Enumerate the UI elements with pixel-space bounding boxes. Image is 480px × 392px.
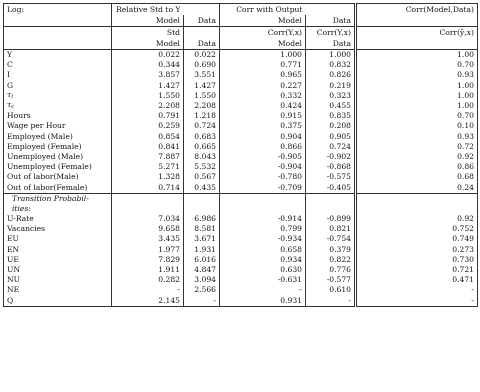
corr-model-cell: 0.799: [220, 224, 306, 234]
table-row: [4, 214, 478, 224]
table-row: [4, 91, 478, 101]
table-row: [4, 285, 478, 295]
std-data-cell: 0.690: [184, 60, 220, 70]
section-heading-row: [4, 193, 478, 204]
col-header-corr-yhat-x: Corr(ŷ,x): [356, 27, 478, 39]
std-data-cell: 0.435: [184, 182, 220, 193]
col-header-corr-yx: Corr(Y,x): [306, 27, 356, 39]
table-row: [4, 224, 478, 234]
std-data-cell: 0.683: [184, 132, 220, 142]
corr-model-data-cell: 0.10: [356, 121, 478, 131]
corr-data-cell: -0.577: [306, 275, 356, 285]
row-label-text: C: [7, 60, 13, 70]
row-label: [4, 91, 112, 101]
corr-model-data-cell: 0.273: [356, 245, 478, 255]
corr-model-data-cell: 0.92: [356, 214, 478, 224]
section-heading-row: [4, 204, 478, 214]
table-row: [4, 60, 478, 70]
col-header-corr-yx: Corr(Y,x): [220, 27, 306, 39]
row-label: [4, 81, 112, 91]
row-label: [4, 214, 112, 224]
corr-data-cell: 0.776: [306, 265, 356, 275]
table-row: [4, 50, 478, 61]
corr-model-data-cell: 1.00: [356, 91, 478, 101]
col-header-data: Data: [184, 15, 220, 27]
corr-model-data-cell: 0.70: [356, 60, 478, 70]
row-label-text: Wage per Hour: [7, 121, 66, 131]
table-row: [4, 81, 478, 91]
std-model-cell: 0.259: [112, 121, 184, 131]
std-data-cell: -: [184, 296, 220, 307]
std-data-cell: 1.931: [184, 245, 220, 255]
section-heading: ities:: [12, 203, 31, 213]
corr-data-cell: 0.379: [306, 245, 356, 255]
row-label-text: Unemployed (Male): [7, 151, 84, 161]
row-label: [4, 172, 112, 182]
std-model-cell: 9.658: [112, 224, 184, 234]
table-row: [4, 275, 478, 285]
std-data-cell: 3.671: [184, 234, 220, 244]
corr-model-data-cell: 0.749: [356, 234, 478, 244]
corr-data-cell: -0.575: [306, 172, 356, 182]
corr-data-cell: 0.905: [306, 132, 356, 142]
corr-model-data-cell: 0.72: [356, 142, 478, 152]
row-label-text: UE: [7, 254, 19, 264]
std-model-cell: 0.714: [112, 182, 184, 193]
row-label-text: NU: [7, 275, 21, 285]
corr-model-data-cell: 0.86: [356, 162, 478, 172]
row-label-text: τ: [7, 100, 12, 110]
row-label-text: NE: [7, 285, 20, 295]
std-model-cell: 7.887: [112, 152, 184, 162]
corr-model-cell: -: [220, 285, 306, 295]
row-label-text: Out of labor(Female): [7, 182, 88, 192]
section-heading: Transition Probabil-: [4, 193, 112, 204]
corr-data-cell: 0.826: [306, 70, 356, 80]
std-model-cell: 2.145: [112, 296, 184, 307]
row-label-text: G: [7, 80, 14, 90]
corr-model-cell: -0.709: [220, 182, 306, 193]
std-data-cell: 2.566: [184, 285, 220, 295]
corr-model-data-cell: 0.92: [356, 152, 478, 162]
corr-data-cell: -0.899: [306, 214, 356, 224]
std-data-cell: 6.986: [184, 214, 220, 224]
std-model-cell: 2.208: [112, 101, 184, 111]
corr-model-data-cell: 0.752: [356, 224, 478, 234]
corr-data-cell: -0.405: [306, 182, 356, 193]
row-label: [4, 234, 112, 244]
corr-data-cell: 0.724: [306, 142, 356, 152]
row-label-text: U-Rate: [7, 214, 34, 224]
corr-model-data-cell: 1.00: [356, 101, 478, 111]
corr-model-cell: 0.965: [220, 70, 306, 80]
row-label: [4, 162, 112, 172]
table-row: [4, 142, 478, 152]
row-label-text: EU: [7, 234, 19, 244]
corr-model-cell: 0.424: [220, 101, 306, 111]
std-data-cell: 8.581: [184, 224, 220, 234]
row-label-text: Employed (Male): [7, 131, 73, 141]
std-model-cell: 0.282: [112, 275, 184, 285]
corr-data-cell: -0.868: [306, 162, 356, 172]
corr-model-cell: 0.227: [220, 81, 306, 91]
col-header-model: Model: [112, 38, 184, 50]
table-row: [4, 162, 478, 172]
header-row-4: [4, 38, 478, 50]
statistics-table: [3, 3, 478, 307]
corr-data-cell: 0.822: [306, 255, 356, 265]
std-data-cell: 0.665: [184, 142, 220, 152]
corr-model-cell: -0.934: [220, 234, 306, 244]
std-model-cell: 3.857: [112, 70, 184, 80]
corr-model-data-cell: 1.00: [356, 81, 478, 91]
std-data-cell: 0.022: [184, 50, 220, 61]
corr-model-data-cell: 0.730: [356, 255, 478, 265]
corr-model-data-cell: 0.93: [356, 70, 478, 80]
std-model-cell: 1.911: [112, 265, 184, 275]
corr-data-cell: 0.455: [306, 101, 356, 111]
table-row: [4, 172, 478, 182]
std-model-cell: 0.854: [112, 132, 184, 142]
corr-model-cell: 0.658: [220, 245, 306, 255]
table-row: [4, 70, 478, 80]
corr-model-data-cell: 0.471: [356, 275, 478, 285]
table-row: [4, 245, 478, 255]
row-label: [4, 224, 112, 234]
col-header-data: Data: [184, 38, 220, 50]
std-data-cell: 0.567: [184, 172, 220, 182]
col-header-std: Std: [112, 27, 184, 39]
std-model-cell: 0.344: [112, 60, 184, 70]
header-row-3: [4, 27, 478, 39]
std-data-cell: 4.847: [184, 265, 220, 275]
corr-model-cell: 0.931: [220, 296, 306, 307]
corr-model-cell: 0.771: [220, 60, 306, 70]
std-model-cell: 1.977: [112, 245, 184, 255]
std-model-cell: 7.829: [112, 255, 184, 265]
col-header-data: Data: [306, 38, 356, 50]
corr-model-cell: 0.375: [220, 121, 306, 131]
row-label: [4, 265, 112, 275]
corr-model-cell: -0.904: [220, 162, 306, 172]
std-data-cell: 8.043: [184, 152, 220, 162]
table-row: [4, 265, 478, 275]
row-label: [4, 182, 112, 193]
corr-data-cell: -0.754: [306, 234, 356, 244]
row-label-text: EN: [7, 244, 20, 254]
std-data-cell: 3.551: [184, 70, 220, 80]
corr-model-cell: 0.630: [220, 265, 306, 275]
corr-data-cell: 0.610: [306, 285, 356, 295]
corr-data-cell: 0.832: [306, 60, 356, 70]
table-row: [4, 111, 478, 121]
row-label: [4, 101, 112, 111]
row-label: [4, 275, 112, 285]
std-data-cell: 1.550: [184, 91, 220, 101]
table-row: [4, 234, 478, 244]
row-label: [4, 152, 112, 162]
std-model-cell: 0.791: [112, 111, 184, 121]
std-model-cell: 0.022: [112, 50, 184, 61]
col-header-model: Model: [112, 15, 184, 27]
row-label-subscript: c: [11, 104, 15, 111]
row-label-text: Y: [7, 50, 13, 60]
std-model-cell: 3.435: [112, 234, 184, 244]
corr-model-data-cell: -: [356, 296, 478, 307]
row-label-text: I: [7, 70, 10, 80]
corr-data-cell: 0.323: [306, 91, 356, 101]
row-label: [4, 142, 112, 152]
std-data-cell: 2.208: [184, 101, 220, 111]
corr-data-cell: 0.208: [306, 121, 356, 131]
std-model-cell: 1.427: [112, 81, 184, 91]
corr-model-cell: 0.866: [220, 142, 306, 152]
row-label: [4, 285, 112, 295]
corr-data-cell: -0.902: [306, 152, 356, 162]
corr-data-cell: -: [306, 296, 356, 307]
row-label-text: Hours: [7, 111, 31, 121]
corr-model-data-cell: 0.721: [356, 265, 478, 275]
row-label: [4, 70, 112, 80]
header-row-2: [4, 15, 478, 27]
std-model-cell: 5.271: [112, 162, 184, 172]
row-label-subscript: l: [11, 93, 13, 100]
corr-model-data-cell: 0.70: [356, 111, 478, 121]
col-header-model: Model: [220, 15, 306, 27]
std-model-cell: 1.550: [112, 91, 184, 101]
corr-model-cell: -0.914: [220, 214, 306, 224]
corr-model-data-cell: -: [356, 285, 478, 295]
corr-data-cell: 0.835: [306, 111, 356, 121]
row-label-text: Out of labor(Male): [7, 172, 79, 182]
corr-data-cell: 0.821: [306, 224, 356, 234]
std-data-cell: 5.532: [184, 162, 220, 172]
rel-std-title: Relative Std to Y: [112, 4, 184, 16]
corr-model-cell: -0.631: [220, 275, 306, 285]
corr-model-data-cell: 0.68: [356, 172, 478, 182]
std-data-cell: 1.427: [184, 81, 220, 91]
corr-model-cell: -0.905: [220, 152, 306, 162]
corr-model-cell: 0.915: [220, 111, 306, 121]
row-label-text: Q: [7, 295, 14, 305]
std-model-cell: 0.841: [112, 142, 184, 152]
header-row-1: [4, 4, 478, 16]
row-label: [4, 111, 112, 121]
corr-data-cell: 1.000: [306, 50, 356, 61]
std-data-cell: 0.724: [184, 121, 220, 131]
corr-data-cell: 0.219: [306, 81, 356, 91]
row-label: [4, 296, 112, 307]
table-row: [4, 296, 478, 307]
std-model-cell: 1.328: [112, 172, 184, 182]
corr-model-cell: 0.934: [220, 255, 306, 265]
row-label-text: Unemployed (Female): [7, 162, 92, 172]
table-row: [4, 101, 478, 111]
row-label: [4, 255, 112, 265]
table-row: [4, 255, 478, 265]
row-label: [4, 132, 112, 142]
corr-model-cell: 0.904: [220, 132, 306, 142]
table-row: [4, 152, 478, 162]
std-model-cell: 7.034: [112, 214, 184, 224]
row-label: [4, 60, 112, 70]
table-row: [4, 121, 478, 131]
row-label: [4, 245, 112, 255]
corr-model-data-title: Corr(Model,Data): [356, 4, 478, 16]
row-label-text: UN: [7, 265, 21, 275]
row-label-text: Employed (Female): [7, 141, 82, 151]
corr-model-cell: -0.780: [220, 172, 306, 182]
corr-model-cell: 1.000: [220, 50, 306, 61]
corr-model-data-cell: 0.93: [356, 132, 478, 142]
corr-output-title: Corr with Output: [220, 4, 306, 16]
col-header-data: Data: [306, 15, 356, 27]
corr-model-data-cell: 0.24: [356, 182, 478, 193]
col-header-model: Model: [220, 38, 306, 50]
row-label-text: Vacancies: [7, 224, 46, 234]
row-label: [4, 121, 112, 131]
table-row: [4, 182, 478, 193]
table-row: [4, 132, 478, 142]
std-data-cell: 3.094: [184, 275, 220, 285]
corr-model-data-cell: 1.00: [356, 50, 478, 61]
std-data-cell: 1.218: [184, 111, 220, 121]
row-label-text: τ: [7, 90, 12, 99]
log-label: Log:: [7, 4, 25, 14]
row-label: [4, 50, 112, 61]
std-model-cell: -: [112, 285, 184, 295]
corr-model-cell: 0.332: [220, 91, 306, 101]
std-data-cell: 6.016: [184, 255, 220, 265]
